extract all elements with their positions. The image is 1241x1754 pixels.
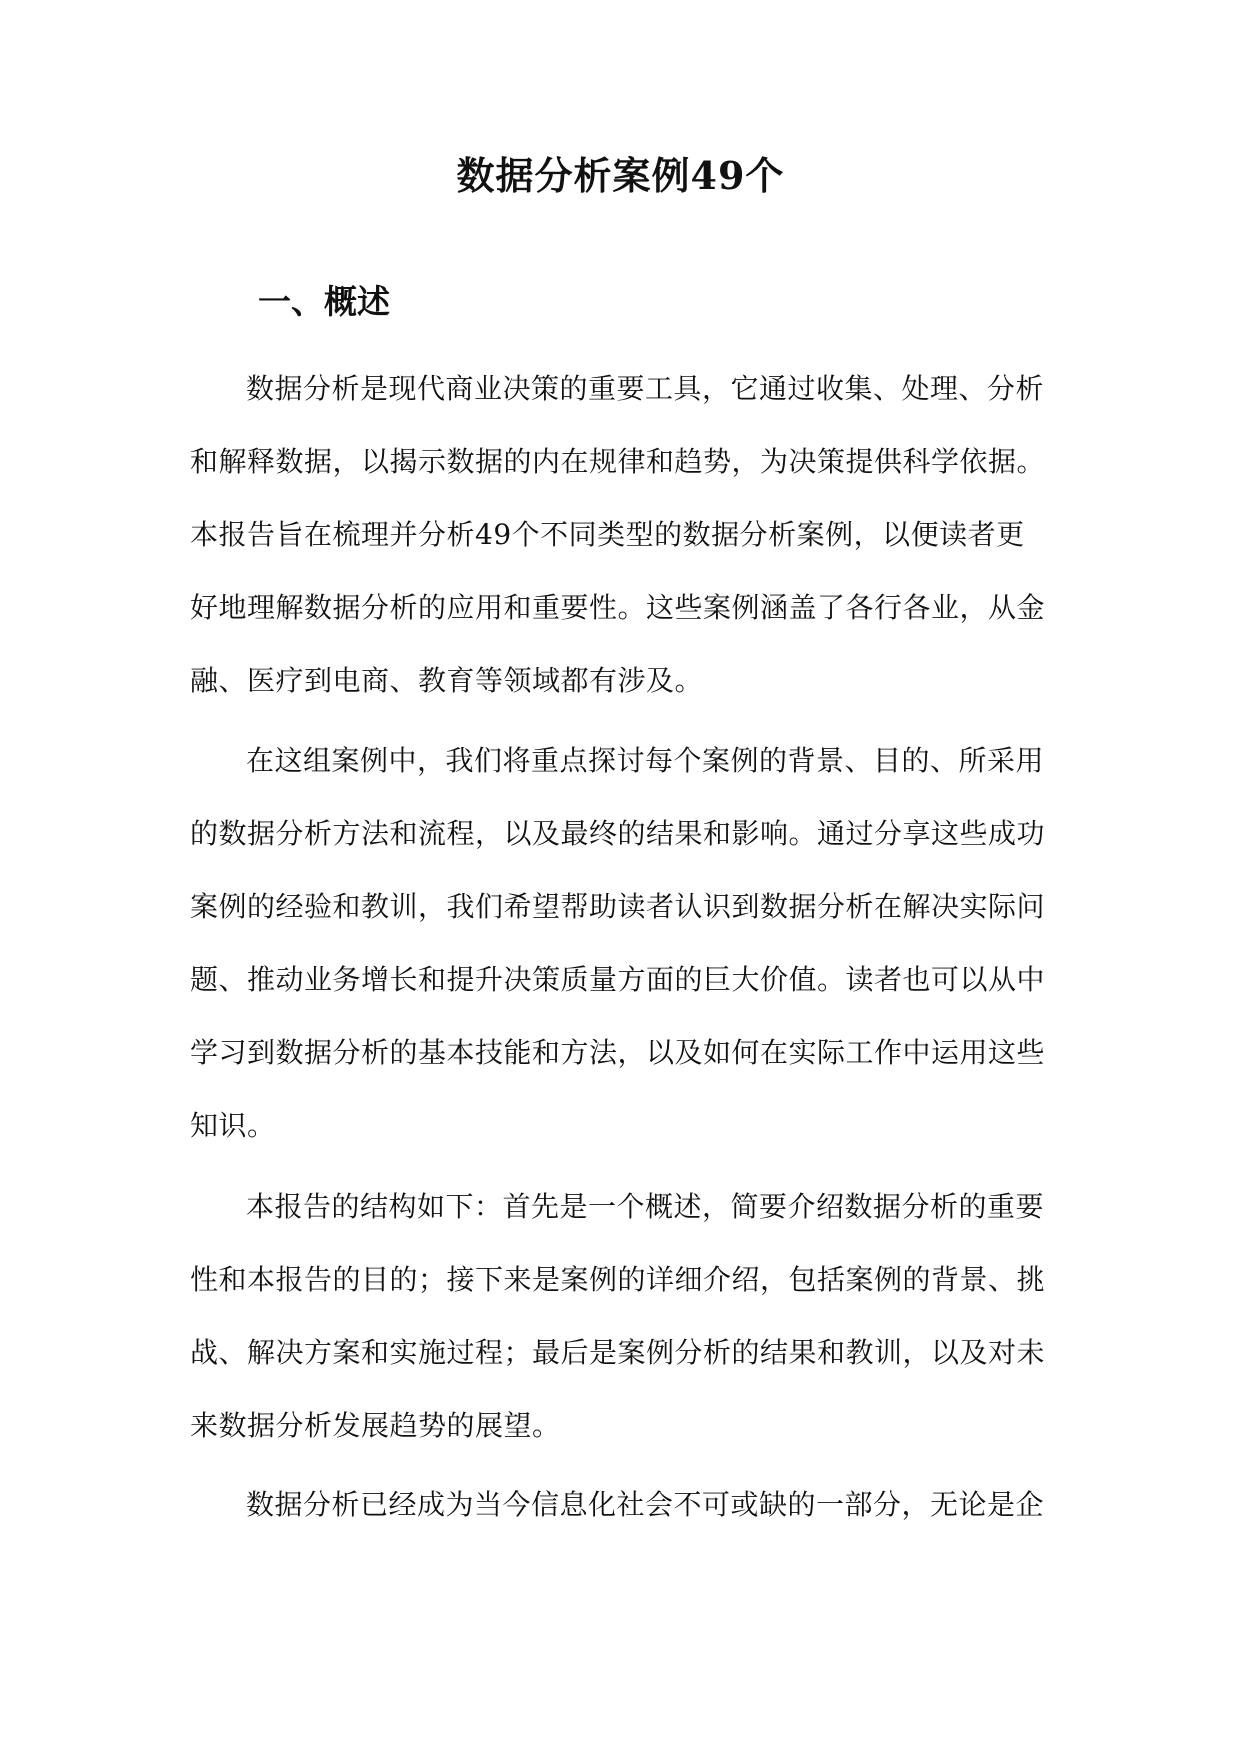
paragraph-line: 来数据分析发展趋势的展望。 [190, 1409, 561, 1442]
paragraph-4 [190, 1468, 1070, 1541]
paragraph-3 [190, 1170, 1070, 1462]
paragraph-line: 数据分析是现代商业决策的重要工具，它通过收集、处理、分析 [246, 372, 1045, 405]
paragraph-line: 战、解决方案和实施过程；最后是案例分析的结果和教训，以及对未 [190, 1336, 1046, 1369]
paragraph-line: 融、医疗到电商、教育等领域都有涉及。 [190, 664, 704, 697]
paragraph-line: 数据分析已经成为当今信息化社会不可或缺的一部分，无论是企 [246, 1488, 1045, 1521]
paragraph-line: 性和本报告的目的；接下来是案例的详细介绍，包括案例的背景、挑 [190, 1263, 1046, 1296]
paragraph-line: 本报告的结构如下：首先是一个概述，简要介绍数据分析的重要 [246, 1190, 1045, 1223]
paragraph-1 [190, 352, 1070, 717]
paragraph-line: 在这组案例中，我们将重点探讨每个案例的背景、目的、所采用 [246, 744, 1045, 777]
section-heading-overview: 一、概述 [258, 282, 390, 321]
paragraph-line: 本报告旨在梳理并分析49个不同类型的数据分析案例，以便读者更 [190, 518, 1025, 551]
paragraph-line: 学习到数据分析的基本技能和方法，以及如何在实际工作中运用这些 [190, 1036, 1046, 1069]
paragraph-line: 案例的经验和教训，我们希望帮助读者认识到数据分析在解决实际问 [190, 890, 1046, 923]
paragraph-line: 的数据分析方法和流程，以及最终的结果和影响。通过分享这些成功 [190, 817, 1046, 850]
paragraph-line: 题、推动业务增长和提升决策质量方面的巨大价值。读者也可以从中 [190, 963, 1046, 996]
document-title: 数据分析案例49个 [456, 153, 785, 198]
paragraph-line: 知识。 [190, 1109, 276, 1142]
paragraph-2 [190, 724, 1070, 1162]
paragraph-line: 和解释数据，以揭示数据的内在规律和趋势，为决策提供科学依据。 [190, 445, 1046, 478]
paragraph-line: 好地理解数据分析的应用和重要性。这些案例涵盖了各行各业，从金 [190, 591, 1046, 624]
